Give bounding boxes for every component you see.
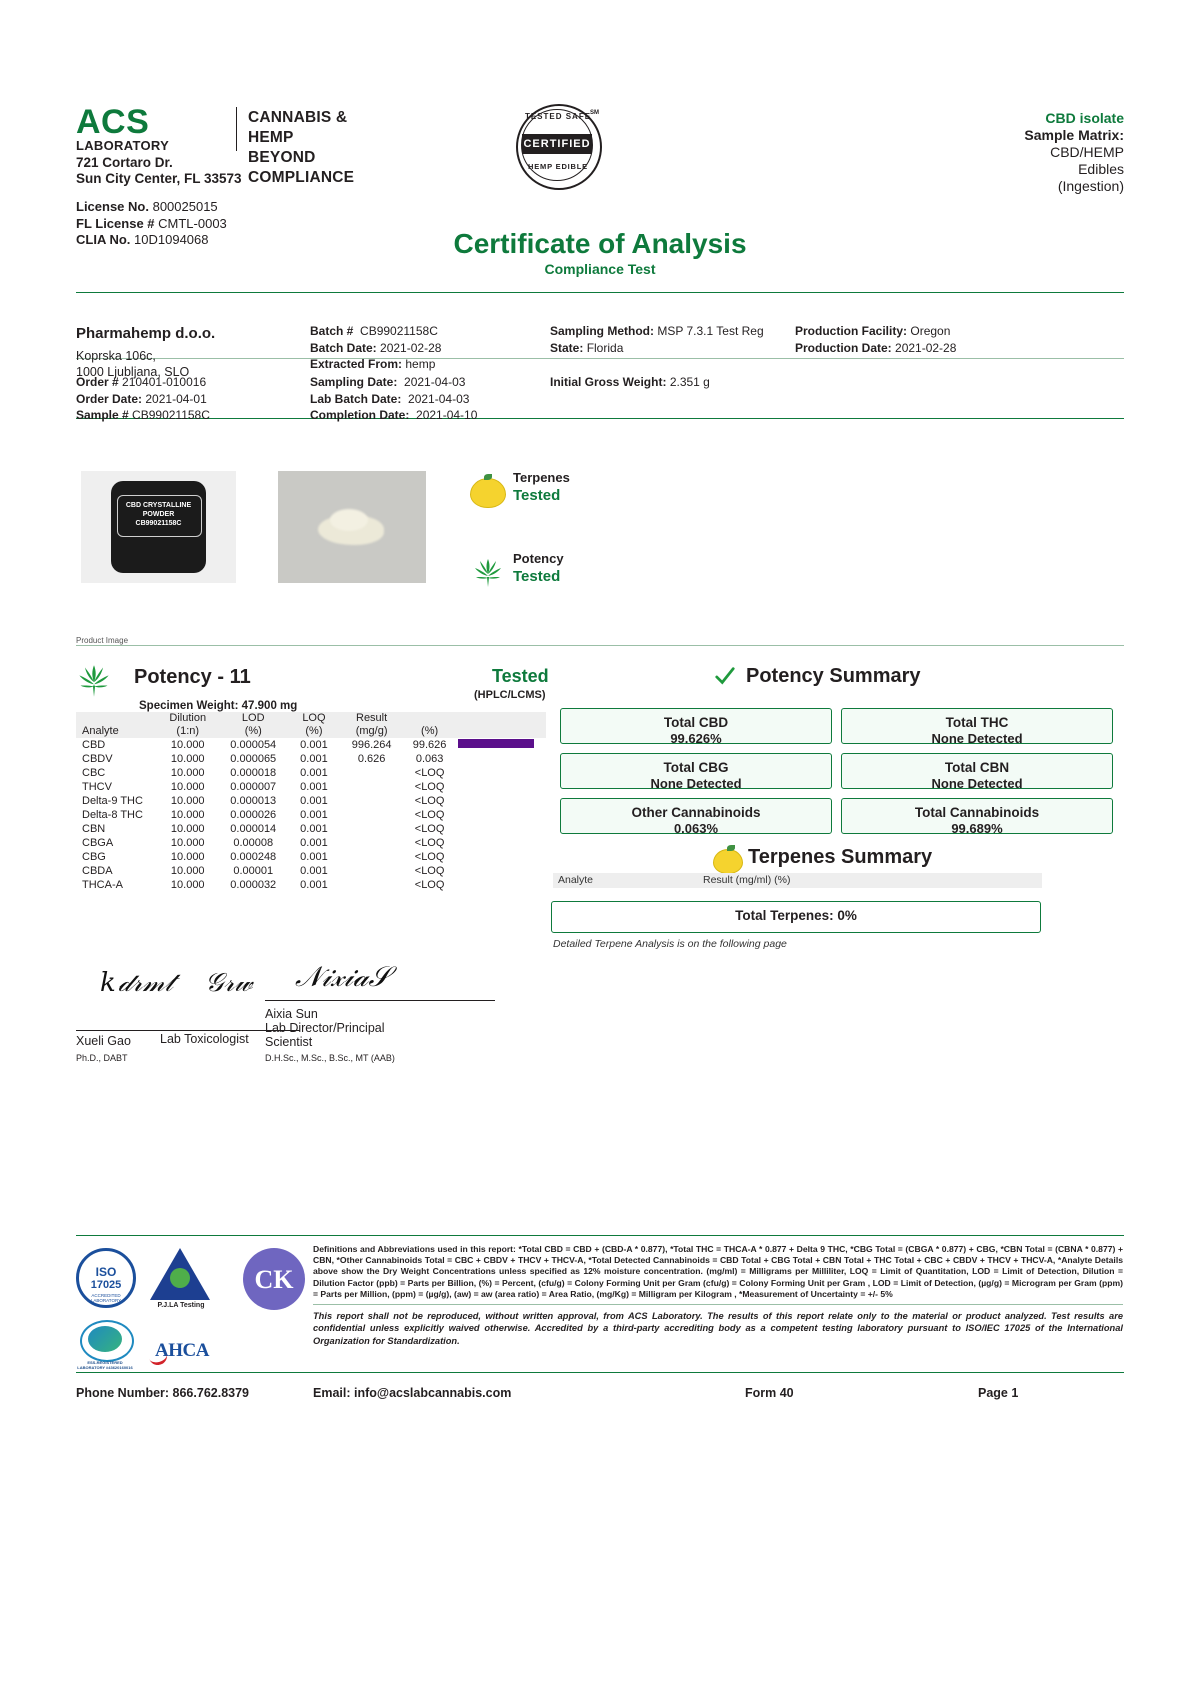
facility-label: Production Facility: [795,324,908,338]
pjla-badge [150,1246,220,1309]
seal-bottom-text: HEMP EDIBLE [528,162,588,171]
table-row [76,864,546,878]
summary-box-title: Total Cannabinoids [914,805,1040,820]
sampling-info [550,323,764,356]
lab-address-line-2: Sun City Center, FL 33573 [76,171,242,186]
dilution-value: 10.000 [170,865,205,877]
th-lod: LOD [241,712,265,724]
cannabis-leaf-icon [472,557,504,589]
analyte-name: Delta-9 THC [82,795,143,807]
sample-matrix-line-3: (Ingestion) [1057,178,1124,194]
order-label: Order # [76,375,119,389]
terpenes-badge-label: Terpenes [513,470,570,485]
terpenes-col-result: Result (mg/ml) (%) [703,874,791,886]
terpenes-note: Detailed Terpene Analysis is on the following page [553,938,787,950]
lod-value: 0.000018 [230,767,277,779]
gross-weight-value: 2.351 g [669,375,710,389]
percent-value: <LOQ [414,837,445,849]
terpenes-badge-status: Tested [513,487,561,504]
pjla-dot-icon [170,1268,190,1288]
rule-footer-mid [313,1304,1123,1305]
table-row [76,808,546,822]
seal-band-text: CERTIFIED [522,134,592,154]
analyte-name: CBC [82,767,106,779]
terpenes-summary-icon [713,849,743,874]
th-dilution-unit: (1:n) [176,725,200,737]
signature-right-title-1: Lab Director/Principal [265,1021,385,1035]
order-date-value: 2021-04-01 [145,391,207,406]
extracted-from-value: hemp [405,357,436,371]
iso-logo-icon [76,1248,136,1308]
summary-box-title: Total CBD [663,715,729,730]
analyte-name: THCA-A [82,879,123,891]
order-value: 210401-010016 [122,375,207,389]
result-value [340,766,403,780]
percent-value: <LOQ [414,767,445,779]
summary-box-title: Total CBG [663,760,729,775]
lab-address-line-1: 721 Cortaro Dr. [76,155,173,170]
fl-license-label: FL License # [76,215,155,231]
eslab-logo-icon [76,1320,134,1372]
ahca-text: AHCA [155,1340,209,1361]
seal-sm-mark: SM [590,110,599,116]
rule-footer-top [76,1235,1124,1236]
result-value [340,822,403,836]
dilution-value: 10.000 [170,753,205,765]
result-value [340,808,403,822]
footer-definitions: Definitions and Abbreviations used in this report: *Total CBD = CBD + (CBD-A * 0.877), *Total THC = THCA-A * 0.877 + Delta 9 THC, *CBG Total = (CBGA * 0.877) + CBG, *CBN Total = (CBNA * 0.877) + CBN, *Other Cannabinoids Total = CBC + CBDV + THCV + THCV-A, *Total Detected Cannabinoids = CBD Total + CBG Total + CBN Total + THC Total + CBC + CBDV + THCV + THCV-A, *Analyte Details above show the Dry Weight Concentrations unless specified as 12% moisture concentration. (mg/ml) = Milligrams per Milliliter, LOQ = Limit of Quantitation, LOD = Limit of Detection, Dilution = Dilution Factor (ppb) = Parts per Billion, (%) = Percent, (cfu/g) = Colony Forming Unit per Gram (cfu/g) = Colony Forming Unit per Gram , LOD = Limit of Detection, (µg/g) = Microgram per Gram (ppm) = Parts per Million, (ppm) = (µg/g), (aw) = aw (area ratio) = Area Ratio, (mg/Kg) = Milligram per Kilogram , *Measurement of Uncertainty = +/- 5% [313,1244,1123,1299]
table-row [76,836,546,850]
dilution-value: 10.000 [170,739,205,751]
result-bar-cell [456,850,546,864]
result-value [340,794,403,808]
th-pct: (%) [421,725,439,737]
signature-left-name: Xueli Gao [76,1034,131,1048]
potency-section-icon [76,663,112,699]
batch-date-label: Batch Date: [310,340,377,355]
iso-badge [76,1248,136,1308]
summary-box [560,753,832,789]
potency-method-label: (HPLC/LCMS) [474,689,546,701]
product-type: CBD isolate [1045,110,1124,126]
lab-address [76,155,242,187]
footer-email[interactable]: Email: info@acslabcannabis.com [313,1386,512,1400]
th-loq: LOQ [302,712,326,724]
result-bar [458,739,534,748]
th-result: Result [356,712,388,724]
sample-number-value: CB99021158C [132,408,210,422]
specimen-weight: Specimen Weight: 47.900 mg [139,700,298,712]
summary-box-value: 99.626% [670,731,722,746]
dilution-value: 10.000 [170,781,205,793]
rule-above-potency [76,645,1124,646]
total-terpenes-box: Total Terpenes: 0% [551,901,1041,933]
result-bar-cell [456,738,546,752]
production-date-label: Production Date: [795,340,892,355]
signature-right-title-2: Scientist [265,1035,313,1049]
tagline-line-2: BEYOND COMPLIANCE [248,149,355,186]
lod-value: 0.000248 [230,851,277,863]
summary-box [560,798,832,834]
table-row [76,822,546,836]
signature-line-right [265,1000,495,1001]
batch-value: CB99021158C [360,324,438,338]
potency-summary-boxes [560,708,1125,834]
th-result-unit: (mg/g) [355,725,388,737]
result-bar-cell [456,864,546,878]
lod-value: 0.000054 [230,739,277,751]
completion-date-label: Completion Date: [310,408,410,422]
batch-label: Batch # [310,324,354,338]
lod-value: 0.000032 [230,879,277,891]
percent-value: <LOQ [414,823,445,835]
result-bar-cell [456,808,546,822]
percent-value: <LOQ [414,879,445,891]
lab-batch-date-value: 2021-04-03 [408,391,470,406]
license-no-label: License No. [76,199,149,214]
rule-mid [76,358,1124,359]
extracted-from-label: Extracted From: [310,357,403,371]
loq-value: 0.001 [300,753,328,765]
result-value [340,850,403,864]
pjla-label: P.J.LA Testing [157,1302,205,1309]
acs-logo-tagline [248,108,376,188]
lod-value: 0.000026 [230,809,277,821]
loq-value: 0.001 [300,781,328,793]
th-loq-unit: (%) [305,725,323,737]
dilution-value: 10.000 [170,823,205,835]
percent-value: <LOQ [414,809,445,821]
ck-text: CK [254,1265,294,1294]
lod-value: 0.000013 [230,795,277,807]
sample-number-label: Sample # [76,408,129,422]
th-lod-unit: (%) [244,725,262,737]
sampling-method-label: Sampling Method: [550,324,654,338]
iso-text-1: ISO [95,1265,117,1279]
fl-license-value: CMTL-0003 [158,215,227,231]
summary-box-title: Total THC [945,715,1009,730]
acs-logo-laboratory: LABORATORY [76,138,170,153]
result-bar-cell [456,780,546,794]
client-address-line-2: 1000 Ljubljana, SLO [76,365,190,379]
potency-badge-status: Tested [513,568,561,585]
summary-box [560,708,832,744]
order-info [76,374,210,424]
result-value: 0.626 [357,753,386,765]
potency-summary-title: Potency Summary [746,665,921,687]
dilution-value: 10.000 [170,837,205,849]
order-date-label: Order Date: [76,391,143,406]
potency-table [76,712,546,892]
summary-box-value: None Detected [931,731,1023,746]
analyte-name: THCV [82,781,112,793]
summary-box [841,753,1113,789]
potency-table-header-bottom [76,725,546,738]
potency-badge-text [513,551,564,586]
sample-matrix-line-2: Edibles [1078,161,1124,177]
lod-value: 0.000007 [230,781,277,793]
product-image-caption: Product Image [76,636,129,645]
result-bar-cell [456,752,546,766]
table-row [76,850,546,864]
signature-left-title: Lab Toxicologist [160,1032,249,1046]
footer-page: Page 1 [978,1386,1019,1400]
th-bar [456,712,546,725]
product-photo-powder [278,471,426,583]
batch-info [310,323,441,373]
th-pct-top [403,712,456,725]
potency-summary-icon [714,665,736,692]
percent-value: <LOQ [414,781,445,793]
dilution-value: 10.000 [170,851,205,863]
loq-value: 0.001 [300,851,328,863]
tagline-line-1: CANNABIS & HEMP [248,109,348,146]
percent-value: 99.626 [412,739,447,751]
signature-left-credentials: Ph.D., DABT [76,1053,128,1063]
state-value: Florida [586,340,624,355]
summary-box-title: Total CBN [944,760,1010,775]
result-bar-cell [456,766,546,780]
lemon-icon [470,478,506,508]
potency-table-header-top [76,712,546,725]
eslab-badge [76,1320,134,1372]
summary-box-value: None Detected [931,776,1023,791]
summary-box [841,798,1113,834]
client-address-line-1: Koprska 106c, [76,349,156,363]
table-row [76,752,546,766]
sampling-date-label: Sampling Date: [310,375,398,389]
potency-table-wrap [76,712,546,892]
table-row [76,766,546,780]
logo-divider [236,107,237,151]
th-analyte: Analyte [82,725,119,737]
summary-box-value: 0.063% [673,821,719,836]
loq-value: 0.001 [300,739,328,751]
acs-logo-acs: ACS [76,103,150,141]
production-info [795,323,956,356]
result-value [340,864,403,878]
potency-tested-label: Tested [492,666,549,686]
analyte-name: CBDV [82,753,113,765]
gross-weight-label: Initial Gross Weight: [550,375,667,389]
sample-matrix-block [1024,110,1124,195]
loq-value: 0.001 [300,767,328,779]
analyte-name: CBDA [82,865,113,877]
certified-seal-icon [508,100,608,190]
summary-box-value: 99.689% [951,821,1003,836]
percent-value: 0.063 [415,753,444,765]
percent-value: <LOQ [414,795,445,807]
jar-label-text: CBD CRYSTALLINE POWDER CB99021158C [125,502,192,527]
analyte-name: CBN [82,823,106,835]
th-bar-unit [456,725,546,738]
footer-phone: Phone Number: 866.762.8379 [76,1386,249,1400]
potency-badge-label: Potency [513,551,564,566]
result-value [340,878,403,892]
lab-batch-date-label: Lab Batch Date: [310,391,402,406]
table-row [76,738,546,752]
jar-shape [111,481,206,573]
analyte-name: Delta-8 THC [82,809,143,821]
percent-value: <LOQ [414,865,445,877]
footer-form: Form 40 [745,1386,794,1400]
table-row [76,794,546,808]
result-value [340,780,403,794]
dates-info [310,374,477,424]
production-date-value: 2021-02-28 [895,340,957,355]
loq-value: 0.001 [300,809,328,821]
facility-value: Oregon [910,324,951,338]
loq-value: 0.001 [300,865,328,877]
result-bar-cell [456,794,546,808]
analyte-name: CBD [82,739,106,751]
batch-date-value: 2021-02-28 [380,340,442,355]
signature-mark-1: 𝑘 𝒹𝓇𝓂𝓉 [100,968,174,998]
completion-date-value: 2021-04-10 [416,408,478,422]
client-company-name: Pharmahemp d.o.o. [76,325,216,342]
summary-box-title: Other Cannabinoids [631,805,761,820]
dilution-value: 10.000 [170,795,205,807]
seal-top-text: TESTED SAFE [524,112,592,121]
dilution-value: 10.000 [170,767,205,779]
loq-value: 0.001 [300,823,328,835]
rule-footer-bottom [76,1372,1124,1373]
footer-disclaimer: This report shall not be reproduced, without written approval, from ACS Laboratory. The results of this report relate only to the material or product analyzed. Test results are confidential unless explicitly waived otherwise. Accredited by a third-party accrediting body as a competent testing laboratory pursuant to ISO/IEC 17025 of the International Organization for Standardization. [313,1311,1123,1346]
lod-value: 0.00008 [233,837,274,849]
result-bar-cell [456,836,546,850]
loq-value: 0.001 [300,837,328,849]
percent-value: <LOQ [414,851,445,863]
terpenes-badge-text [513,470,570,505]
result-value [340,836,403,850]
result-bar-cell [456,822,546,836]
iso-text-2: 17025 [90,1279,122,1291]
loq-value: 0.001 [300,795,328,807]
ck-logo-icon [243,1248,305,1310]
dilution-value: 10.000 [170,809,205,821]
dilution-value: 10.000 [170,879,205,891]
eslab-text: ESS-REGISTERED LABORATORY #43620160016 [77,1360,133,1370]
table-row [76,878,546,892]
result-value: 996.264 [351,739,392,751]
clia-value: 10D1094068 [134,232,209,247]
sample-matrix-line-1: CBD/HEMP [1050,144,1124,160]
terpenes-col-analyte: Analyte [558,874,594,886]
sampling-method-value: MSP 7.3.1 Test Reg [657,324,764,338]
rule-bottom-info [76,418,1124,419]
potency-table-body [76,738,546,892]
terpenes-summary-header [553,873,1042,888]
clia-label: CLIA No. [76,232,131,247]
page-subtitle: Compliance Test [544,261,656,277]
iso-text-3: ACCREDITED LABORATORY [90,1293,122,1303]
gross-weight-info [550,374,710,391]
sample-matrix-label: Sample Matrix: [1024,127,1124,143]
loq-value: 0.001 [300,879,328,891]
analyte-name: CBGA [82,837,114,849]
potency-section-title: Potency - 11 [134,666,251,688]
page-title: Certificate of Analysis [453,228,747,259]
summary-box [841,708,1113,744]
th-blank [76,712,157,725]
result-bar-cell [456,878,546,892]
terpenes-summary-title: Terpenes Summary [748,846,933,868]
summary-box-value: None Detected [650,776,742,791]
sampling-date-value: 2021-04-03 [404,375,466,389]
lod-value: 0.000014 [230,823,277,835]
lod-value: 0.000065 [230,753,277,765]
th-dilution: Dilution [169,712,207,724]
signature-mark-2: 𝒢𝓇𝓌 [205,968,253,998]
state-label: State: [550,340,584,355]
lod-value: 0.00001 [233,865,274,877]
ahca-badge [155,1340,209,1362]
table-row [76,780,546,794]
license-no-value: 800025015 [152,199,218,214]
analyte-name: CBG [82,851,106,863]
signature-mark-3: 𝒩𝒾𝓍𝒾𝒶𝒮 [295,960,391,993]
powder-highlight [330,509,368,531]
rule-top [76,292,1124,293]
signature-right-credentials: D.H.Sc., M.Sc., B.Sc., MT (AAB) [265,1053,395,1063]
ck-badge [243,1248,305,1310]
signature-right-name: Aixia Sun [265,1007,318,1021]
product-photo-jar [81,471,236,583]
